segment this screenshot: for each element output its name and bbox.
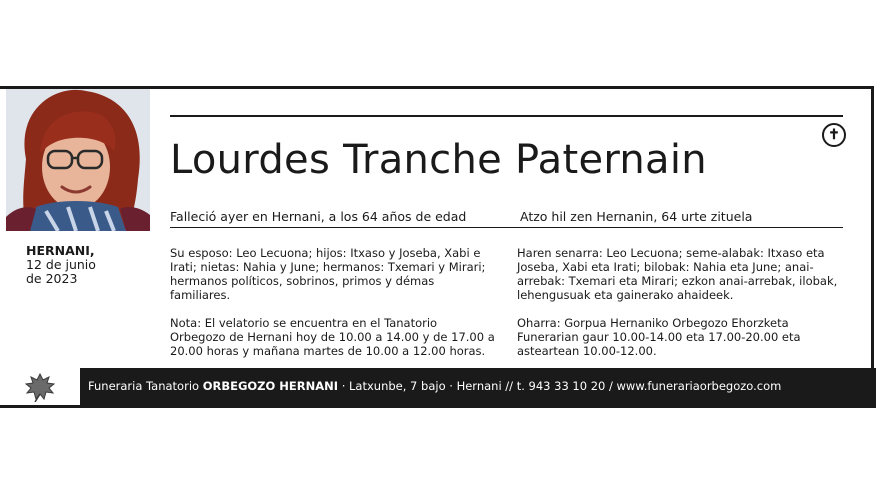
subtitle-basque: Atzo hil zen Hernanin, 64 urte zituela: [520, 209, 753, 224]
spanish-column: [170, 246, 495, 358]
deceased-name: Lourdes Tranche Paternain: [170, 137, 707, 183]
family-list-basque: Haren senarra: Leo Lecuona; seme-alabak: Itxaso eta Joseba, Xabi eta Irati; bilobak: Nahia eta June; anai-arrebak: Txemari eta Mirari; ezkon anai-arrebak, ilobak, lehengusuak eta gainerako ahaideek.: [517, 246, 838, 302]
funeral-home-footer: [0, 368, 876, 408]
top-divider: [170, 115, 843, 117]
funeral-home-info: [88, 379, 781, 393]
footer-details: · Latxunbe, 7 bajo · Hernani // t. 943 33 10 20 / www.funerariaorbegozo.com: [338, 379, 782, 393]
wake-note-spanish: Nota: El velatorio se encuentra en el Tanatorio Orbegozo de Hernani hoy de 10.00 a 14.00 y de 17.00 a 20.00 horas y mañana martes de 10.00 a 12.00 horas.: [170, 316, 495, 358]
subtitle-spanish: Falleció ayer en Hernani, a los 64 años de edad: [170, 209, 467, 224]
middle-divider: [170, 227, 843, 228]
place-and-date: [26, 244, 96, 286]
place-city: HERNANI,: [26, 243, 95, 258]
footer-brand: ORBEGOZO HERNANI: [202, 379, 339, 393]
date-line-1: 12 de junio: [26, 257, 96, 272]
wake-note-basque: Oharra: Gorpua Hernaniko Orbegozo Ehorzketa Funerarian gaur 10.00-14.00 eta 17.00-20.00 eta asteartean 10.00-12.00.: [517, 316, 801, 358]
cross-icon: ✝: [822, 123, 846, 147]
obituary-card: [0, 86, 874, 406]
family-list-spanish: Su esposo: Leo Lecuona; hijos: Itxaso y Joseba, Xabi e Irati; nietas: Nahia y June; hermanos: Txemari y Mirari; hermanos políticos, sobrinos, primos y démas familiares.: [170, 246, 486, 302]
date-line-2: de 2023: [26, 271, 78, 286]
footer-prefix: Funeraria Tanatorio: [88, 379, 203, 393]
leaf-logo-icon: [0, 368, 80, 405]
basque-column: [517, 246, 847, 358]
portrait-photo: [6, 89, 150, 231]
